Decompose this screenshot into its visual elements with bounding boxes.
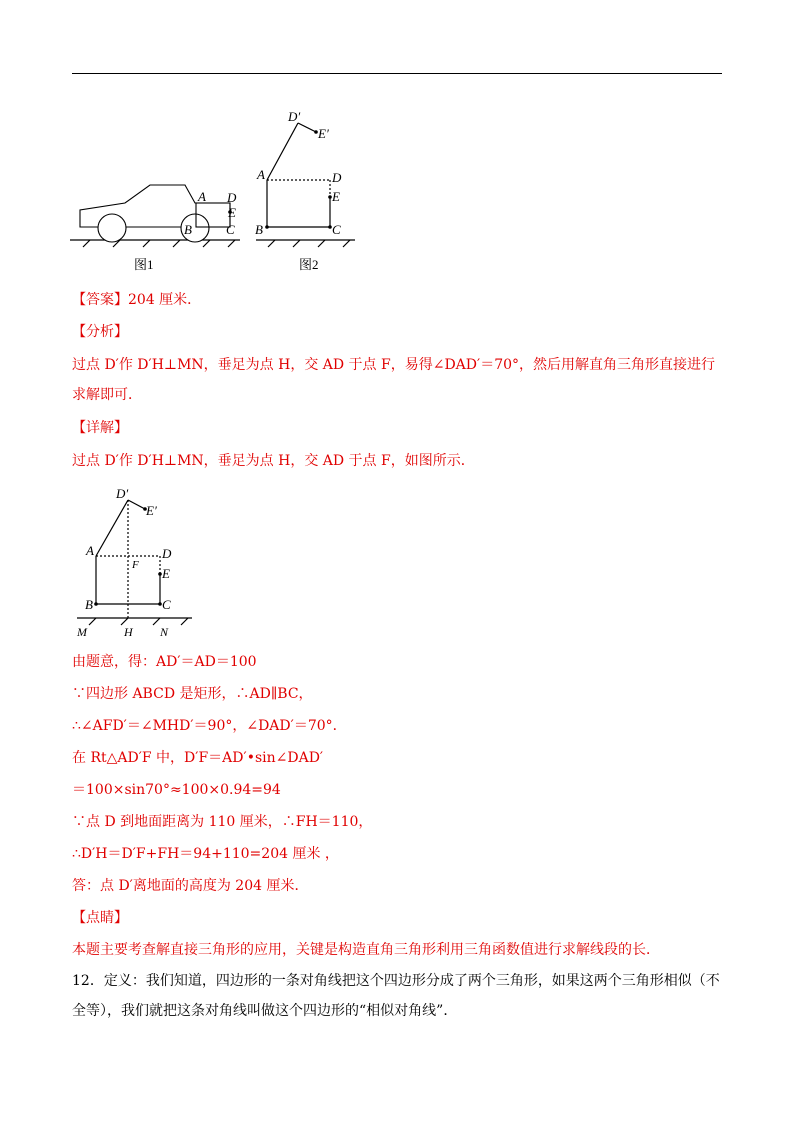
answer-text: 204 厘米． (128, 292, 202, 308)
figure-solution-diagram (72, 482, 202, 642)
fig2-caption: 图2 (299, 257, 319, 272)
analysis-tag: 【分析】 (72, 324, 128, 340)
fig1-label-c: C (226, 222, 235, 237)
fig3-label-m: M (77, 625, 87, 639)
fig1-label-d: D (227, 190, 237, 205)
fig3-label-a: A (86, 543, 94, 558)
fig2-label-b: B (255, 222, 263, 237)
fig1-label-e: E (228, 205, 236, 220)
step-5: ＝100×sin70°≈100×0.94=94 (72, 782, 281, 798)
fig3-label-dprime: D′ (116, 486, 129, 501)
fig3-label-h: H (124, 625, 133, 639)
step-2: ∵四边形 ABCD 是矩形，∴AD∥BC， (72, 686, 313, 702)
answer-line (72, 290, 201, 310)
step-4: 在 Rt△AD′F 中，D′F＝AD′•sin∠DAD′ (72, 750, 324, 766)
fig3-label-eprime: E′ (146, 503, 157, 518)
ground-1 (70, 240, 240, 247)
fig3-label-e: E (162, 566, 170, 581)
fig2-label-a: A (257, 167, 265, 182)
fig2-label-eprime: E′ (318, 126, 329, 141)
step-1: 由题意，得：AD′＝AD＝100 (72, 654, 257, 670)
step-7: ∴D′H＝D′F+FH＝94+110=204 厘米 ， (72, 846, 339, 862)
figure-car-and-trunk (70, 105, 360, 275)
fig1-label-a: A (198, 189, 206, 204)
fig3-label-d: D (162, 546, 172, 561)
analysis-text: 过点 D′作 D′H⊥MN，垂足为点 H，交 AD 于点 F，易得∠DAD′＝70°，然后用解直角三角形直接进行求解即可． (72, 357, 716, 403)
ground-2 (256, 240, 355, 247)
step-6: ∵点 D 到地面距离为 110 厘米，∴FH＝110， (72, 814, 373, 830)
header-rule (72, 73, 722, 74)
detail-tag: 【详解】 (72, 420, 128, 436)
fig3-label-b: B (85, 597, 93, 612)
answer-tag: 【答案】 (72, 292, 128, 308)
fig1-label-b: B (184, 222, 192, 237)
fig1-caption: 图1 (134, 257, 154, 272)
question-12: 12．定义：我们知道，四边形的一条对角线把这个四边形分成了两个三角形，如果这两个三角形相似（不全等），我们就把这条对角线叫做这个四边形的“相似对角线”． (72, 973, 720, 1019)
comment-tag: 【点睛】 (72, 910, 128, 926)
fig2-label-e: E (332, 189, 340, 204)
fig3-label-n: N (160, 625, 169, 639)
fig2-label-c: C (332, 222, 341, 237)
step-3: ∴∠AFD′＝∠MHD′＝90°，∠DAD′＝70°． (72, 718, 347, 734)
fig2-label-dprime: D′ (288, 109, 301, 124)
fig3-label-c: C (162, 597, 171, 612)
fig2-label-d: D (332, 170, 342, 185)
detail-intro: 过点 D′作 D′H⊥MN，垂足为点 H，交 AD 于点 F，如图所示． (72, 453, 475, 469)
fig3-label-f: F (132, 559, 139, 571)
step-8: 答：点 D′离地面的高度为 204 厘米． (72, 878, 309, 894)
comment-text: 本题主要考查解直接三角形的应用，关键是构造直角三角形利用三角函数值进行求解线段的长． (72, 942, 660, 958)
car-drawing (80, 185, 230, 242)
